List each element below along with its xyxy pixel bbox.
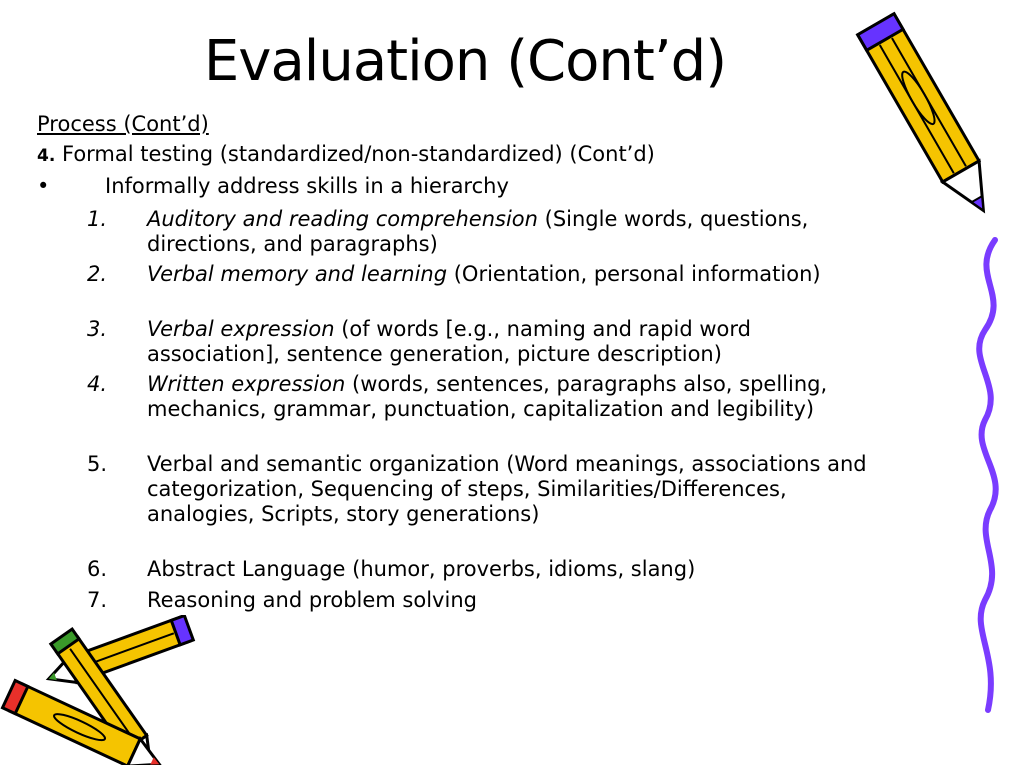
slide-title: Evaluation (Cont’d)	[203, 29, 727, 94]
point-4	[37, 142, 655, 169]
bullet-text: Informally address skills in a hierarchy	[105, 174, 509, 198]
item-number: 7.	[87, 588, 108, 612]
item-text: Verbal and semantic organization (Word meanings, associations and categorization, Sequencing of steps, Similarities/Differences, analogies, Scripts, story generations)	[147, 452, 867, 526]
item-text: Reasoning and problem solving	[147, 588, 477, 612]
item-text: Abstract Language (humor, proverbs, idioms, slang)	[147, 557, 696, 581]
item-number: 6.	[87, 557, 108, 581]
item-number: 2.	[87, 262, 108, 286]
item-text: Verbal memory and learning (Orientation, personal information)	[147, 262, 821, 286]
squiggle-line-icon	[960, 235, 1020, 715]
item-number: 4.	[87, 372, 108, 396]
point-4-text: Formal testing (standardized/non-standardized) (Cont’d)	[61, 142, 655, 166]
item-text: Verbal expression (of words [e.g., naming and rapid word association], sentence generation, picture description)	[147, 317, 751, 366]
pencil-top-right-icon	[855, 0, 1005, 245]
item-number: 5.	[87, 452, 108, 476]
item-number: 3.	[87, 317, 108, 341]
item-text: Auditory and reading comprehension (Single words, questions, directions, and paragraphs)	[147, 207, 809, 256]
section-heading: Process (Cont’d)	[37, 112, 209, 136]
item-text: Written expression (words, sentences, paragraphs also, spelling, mechanics, grammar, punctuation, capitalization and legibility)	[147, 372, 828, 421]
point-4-number: 4.	[37, 146, 56, 166]
pencils-bottom-left-icon	[0, 615, 210, 765]
bullet-symbol: •	[37, 174, 50, 198]
bullet-line	[37, 174, 509, 199]
item-number: 1.	[87, 207, 108, 231]
